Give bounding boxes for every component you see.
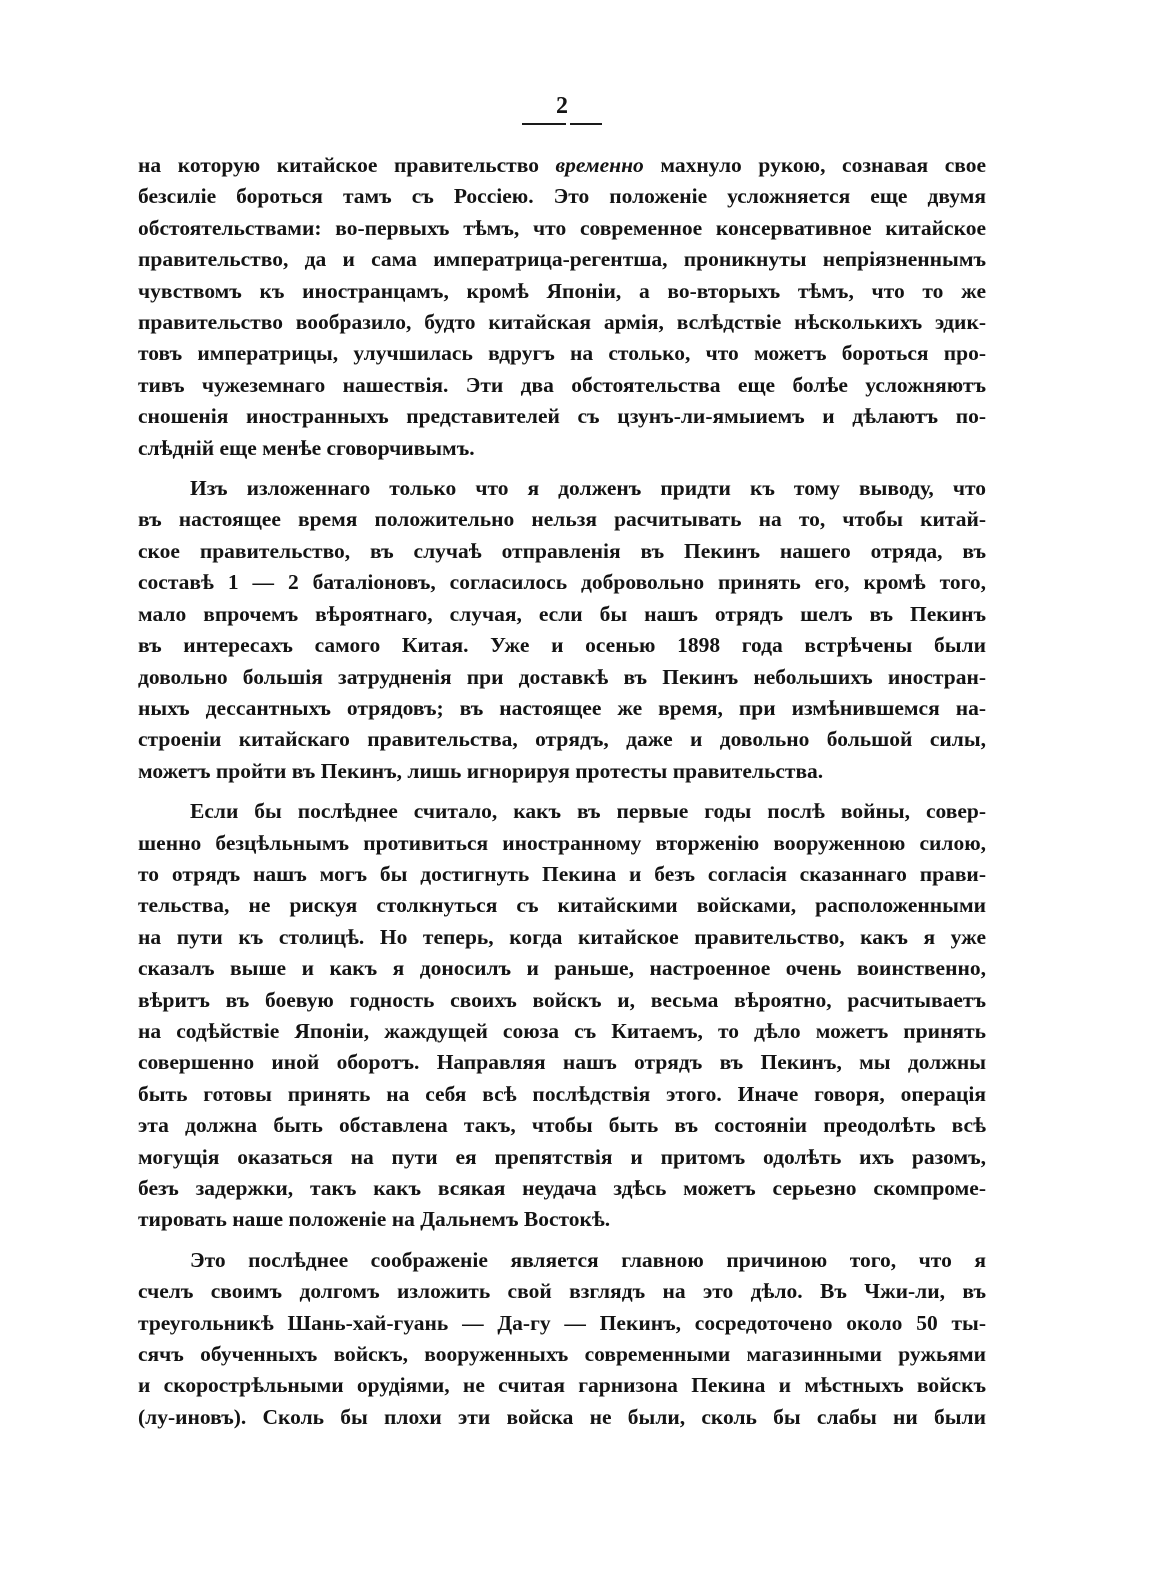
text-line: безъ задержки, такъ какъ всякая неудача здѣсь можетъ серьезно скомпроме- bbox=[138, 1176, 986, 1200]
page-number: 2 bbox=[556, 93, 568, 119]
text-line: Если бы послѣднее считало, какъ въ первые годы послѣ войны, совер- bbox=[190, 799, 986, 824]
text-line: въ настоящее время положительно нельзя расчитывать на то, чтобы китай- bbox=[138, 507, 986, 532]
text-line: товъ императрицы, улучшилась вдругъ на столько, что можетъ бороться про- bbox=[138, 341, 986, 366]
text-line: то отрядъ нашъ могъ бы достигнуть Пекина и безъ согласія сказаннаго прави- bbox=[138, 861, 986, 886]
paragraph-2 bbox=[138, 473, 986, 787]
text-line: счелъ своимъ долгомъ изложить свой взглядъ на это дѣло. Въ Чжи-ли, въ bbox=[138, 1279, 986, 1304]
text-line: тировать наше положеніе на Дальнемъ Востокѣ. bbox=[138, 1207, 611, 1232]
text-line: (лу-иновъ). Сколь бы плохи эти войска не были, сколь бы слабы ни были bbox=[138, 1404, 986, 1429]
text-line: на которую китайское правительство временно махнуло рукою, сознавая свое bbox=[138, 153, 986, 177]
text-line: на пути къ столицѣ. Но теперь, когда китайское правительство, какъ я уже bbox=[138, 924, 986, 949]
text-line: составѣ 1 — 2 баталіоновъ, согласилось добровольно принять его, кромѣ того, bbox=[138, 570, 986, 595]
italic-emphasis: временно bbox=[555, 153, 644, 177]
text-line: на содѣйствіе Японіи, жаждущей союза съ Китаемъ, то дѣло можетъ принять bbox=[138, 1018, 986, 1043]
text-line: можетъ пройти въ Пекинъ, лишь игнорируя протесты правительства. bbox=[138, 758, 824, 783]
text-line: правительство вообразило, будто китайская армія, вслѣдствіе нѣсколькихъ эдик- bbox=[138, 310, 986, 335]
body-text bbox=[138, 150, 986, 1433]
page-number-rule-left bbox=[522, 123, 566, 125]
text-line: довольно большія затрудненія при доставкѣ въ Пекинъ небольшихъ иностран- bbox=[138, 664, 986, 689]
text-line: и скорострѣльными орудіями, не считая гарнизона Пекина и мѣстныхъ войскъ bbox=[138, 1373, 986, 1398]
text-line: Это послѣднее соображеніе является главною причиною того, что я bbox=[190, 1247, 986, 1272]
text-line: треугольникѣ Шань-хай-гуань — Да-гу — Пекинъ, сосредоточено около 50 ты- bbox=[138, 1310, 986, 1335]
text-line: могущія оказаться на пути ея препятствія и притомъ одолѣть ихъ разомъ, bbox=[138, 1144, 986, 1169]
text-line: вѣритъ въ боевую годность своихъ войскъ и, весьма вѣроятно, расчитываетъ bbox=[138, 987, 986, 1012]
text-line: мало впрочемъ вѣроятнаго, случая, если бы нашъ отрядъ шелъ въ Пекинъ bbox=[138, 601, 986, 626]
text-line: ныхъ дессантныхъ отрядовъ; въ настоящее же время, при измѣнившемся на- bbox=[138, 695, 986, 720]
text-line: правительство, да и сама императрица-регентша, проникнуты непріязненнымъ bbox=[138, 247, 986, 272]
text-line: сказалъ выше и какъ я доносилъ и раньше, настроенное очень воинственно, bbox=[138, 956, 986, 981]
text-line: быть готовы принять на себя всѣ послѣдствія этого. Иначе говоря, операція bbox=[138, 1081, 986, 1106]
text-line: безсиліе бороться тамъ съ Россіею. Это положеніе усложняется еще двумя bbox=[138, 184, 986, 209]
text-line: строеніи китайскаго правительства, отрядъ, даже и довольно большой силы, bbox=[138, 727, 986, 752]
text-line: тельства, не рискуя столкнуться съ китайскими войсками, расположенными bbox=[138, 893, 986, 918]
text-line: сношенія иностранныхъ представителей съ цзунъ-ли-ямыиемъ и дѣлаютъ по- bbox=[138, 404, 986, 429]
text-line: шенно безцѣльнымъ противиться иностранному вторженію вооруженною силою, bbox=[138, 830, 986, 855]
text-line: чувствомъ къ иностранцамъ, кромѣ Японіи, а во-вторыхъ тѣмъ, что то же bbox=[138, 278, 986, 303]
text-line: обстоятельствами: во-первыхъ тѣмъ, что современное консервативное китайское bbox=[138, 215, 986, 240]
paragraph-1 bbox=[138, 150, 986, 464]
paragraph-3 bbox=[138, 796, 986, 1236]
text-line: ское правительство, въ случаѣ отправленія въ Пекинъ нашего отряда, въ bbox=[138, 538, 986, 563]
text-line: совершенно иной оборотъ. Направляя нашъ отрядъ въ Пекинъ, мы должны bbox=[138, 1050, 986, 1075]
text-line: эта должна быть обставлена такъ, чтобы быть въ состояніи преодолѣть всѣ bbox=[138, 1113, 986, 1138]
paragraph-4 bbox=[138, 1245, 986, 1433]
text-line: Изъ изложеннаго только что я долженъ придти къ тому выводу, что bbox=[190, 476, 986, 501]
text-line: сячъ обученныхъ войскъ, вооруженныхъ современными магазинными ружьями bbox=[138, 1342, 986, 1367]
text-line: тивъ чужеземнаго нашествія. Эти два обстоятельства еще болѣе усложняютъ bbox=[138, 372, 986, 397]
text-line: въ интересахъ самого Китая. Уже и осенью 1898 года встрѣчены были bbox=[138, 633, 986, 658]
text-line: слѣдній еще менѣе сговорчивымъ. bbox=[138, 435, 475, 460]
page-number-rule-right bbox=[570, 123, 602, 125]
